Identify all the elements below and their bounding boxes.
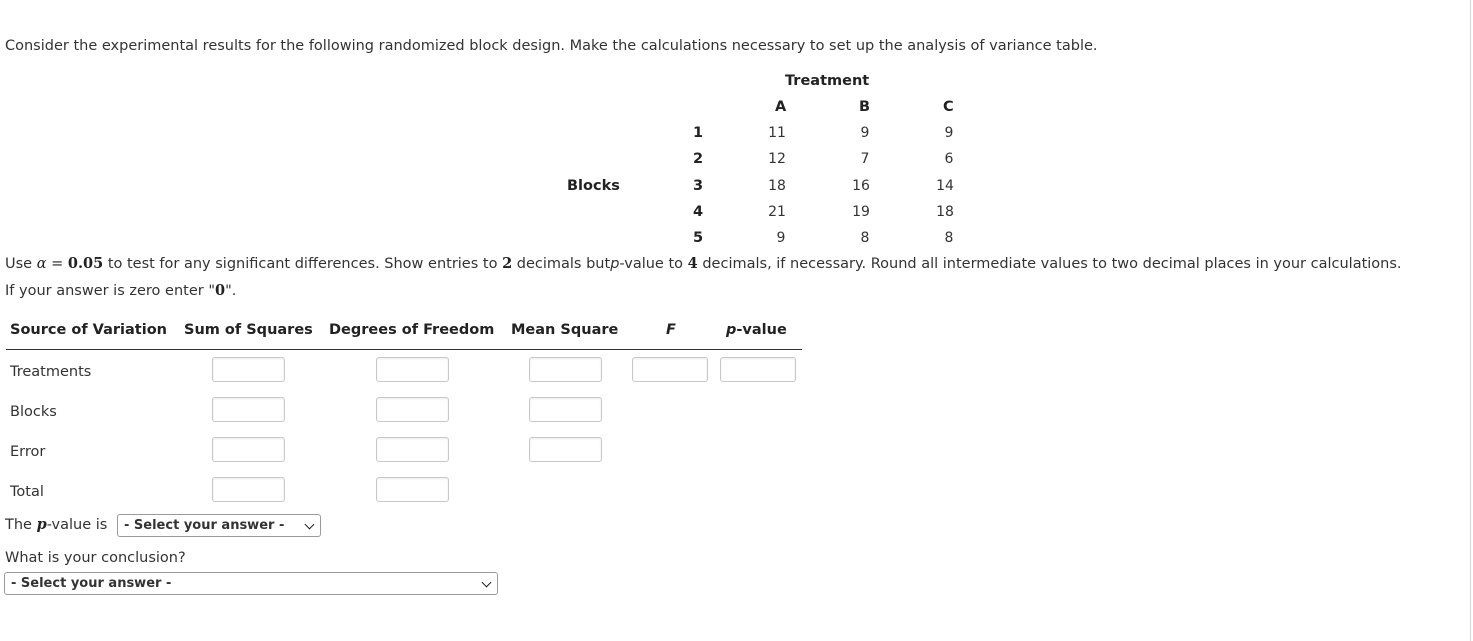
blocks-label: Blocks (567, 178, 620, 194)
header-divider (6, 349, 802, 350)
table-cell: 14 (936, 178, 954, 194)
chevron-down-icon (305, 520, 315, 530)
p-italic: p (726, 322, 737, 338)
treatments-f-input[interactable] (632, 357, 708, 382)
p-symbol: p (36, 516, 47, 533)
table-cell: 19 (852, 204, 870, 220)
row-label-blocks: Blocks (10, 404, 57, 420)
block-number: 4 (692, 204, 704, 220)
header-source-of-variation: Source of Variation (10, 322, 167, 338)
blocks-sum-of-squares-input[interactable] (212, 397, 285, 422)
error-sum-of-squares-input[interactable] (212, 437, 285, 462)
table-cell: 7 (860, 151, 870, 167)
p-italic: p (610, 256, 620, 272)
column-header-b: B (859, 99, 871, 115)
table-cell: 21 (768, 204, 786, 220)
conclusion-select-value: - Select your answer - (11, 576, 172, 591)
zero-text-end: ". (225, 283, 237, 299)
treatments-p-value-input[interactable] (720, 357, 796, 382)
header-mean-square: Mean Square (511, 322, 619, 338)
zero-value: 0 (215, 282, 226, 299)
table-cell: 16 (852, 178, 870, 194)
p-value-question-text-end: -value is (46, 517, 108, 533)
column-header-c: C (943, 99, 954, 115)
decimals-number: 2 (502, 255, 513, 272)
table-cell: 18 (768, 178, 786, 194)
equals-sign: = (51, 256, 64, 272)
treatments-mean-square-input[interactable] (529, 357, 602, 382)
error-mean-square-input[interactable] (529, 437, 602, 462)
p-value-question-text: The (5, 517, 32, 533)
header-f: F (666, 322, 676, 338)
problem-intro: Consider the experimental results for the following randomized block design. Make the calculations necessary to set up the analysis of variance table. (5, 38, 1098, 54)
table-cell: 9 (776, 230, 786, 246)
zero-instruction (5, 282, 236, 299)
block-number: 1 (692, 125, 704, 141)
p-value-suffix: -value (736, 322, 787, 338)
instruction-text: to test for any significant differences. Show entries to (107, 256, 498, 272)
error-df-input[interactable] (376, 437, 449, 462)
instruction-text: -value to (619, 256, 684, 272)
p-value-select[interactable] (117, 514, 321, 537)
table-cell: 8 (860, 230, 870, 246)
row-label-treatments: Treatments (10, 364, 92, 380)
row-label-total: Total (10, 484, 44, 500)
conclusion-select[interactable] (4, 572, 498, 595)
zero-text: If your answer is zero enter " (5, 283, 215, 299)
table-cell: 12 (768, 151, 786, 167)
instruction-text: Use (5, 256, 33, 272)
total-df-input[interactable] (376, 477, 449, 502)
blocks-df-input[interactable] (376, 397, 449, 422)
p-value-question (5, 516, 107, 533)
row-label-error: Error (10, 444, 46, 460)
pvalue-decimals-number: 4 (687, 255, 698, 272)
chevron-down-icon (482, 578, 492, 588)
table-cell: 11 (768, 125, 786, 141)
treatment-header: Treatment (785, 73, 870, 89)
conclusion-question: What is your conclusion? (5, 550, 186, 566)
table-cell: 18 (936, 204, 954, 220)
header-degrees-of-freedom: Degrees of Freedom (329, 322, 495, 338)
block-number: 2 (692, 151, 704, 167)
p-value-select-value: - Select your answer - (124, 518, 285, 533)
instruction-text: decimals, if necessary. Round all intermediate values to two decimal places in your calculations. (702, 256, 1402, 272)
treatments-sum-of-squares-input[interactable] (212, 357, 285, 382)
block-number: 5 (692, 230, 704, 246)
total-sum-of-squares-input[interactable] (212, 477, 285, 502)
page-right-border (1470, 0, 1471, 641)
header-sum-of-squares: Sum of Squares (184, 322, 313, 338)
treatments-df-input[interactable] (376, 357, 449, 382)
alpha-symbol: α (36, 256, 47, 272)
block-number: 3 (692, 178, 704, 194)
instruction-text: decimals but (516, 256, 611, 272)
table-cell: 9 (944, 125, 954, 141)
blocks-mean-square-input[interactable] (529, 397, 602, 422)
table-cell: 8 (944, 230, 954, 246)
column-header-a: A (775, 99, 787, 115)
table-cell: 6 (944, 151, 954, 167)
header-p-value (726, 322, 787, 338)
table-cell: 9 (860, 125, 870, 141)
alpha-value: 0.05 (67, 255, 104, 272)
instructions-line (5, 255, 1402, 272)
